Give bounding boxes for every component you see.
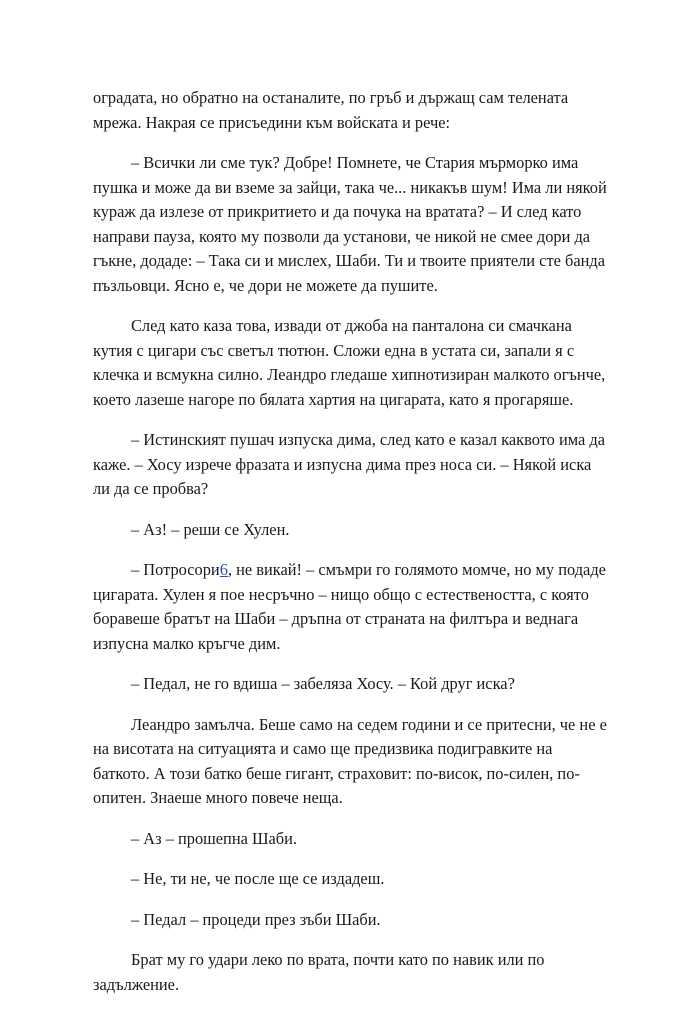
text-line: Леандро замълча. Беше само на седем години и се притесни, че не е — [131, 714, 607, 734]
text-line: оградата, но обратно на останалите, по гръб и държащ сам телената — [93, 88, 569, 107]
text-line: кутия с цигари със светъл тютюн. Сложи една в устата си, запали я с — [93, 340, 575, 360]
text-line: – Аз – прошепна Шаби. — [131, 828, 297, 848]
text-line: кураж да излезе от прикритието и да почука на вратата? – И след като — [93, 202, 582, 221]
paragraph — [93, 151, 613, 298]
paragraph — [93, 518, 613, 543]
text-line: – Не, ти не, че после ще се издадеш. — [131, 869, 385, 888]
footnote-link[interactable]: 6 — [219, 560, 228, 579]
text-line: – Педал – процеди през зъби Шаби. — [131, 909, 381, 929]
paragraph — [93, 827, 613, 852]
text-line: баткото. А този батко беше гигант, страховит: по-висок, по-силен, по- — [93, 763, 580, 783]
text-line: ли да се пробва? — [93, 479, 209, 498]
text-line: клечка и всмукна силно. Леандро гледаше хипнотизиран малкото огънче, — [93, 365, 606, 384]
paragraph — [93, 86, 613, 135]
text-line: пушка и може да ви вземе за зайци, така че... никакъв шум! Има ли някой — [93, 177, 607, 197]
text-line: Брат му го удари леко по врата, почти като по навик или по — [131, 950, 545, 969]
text-line: цигарата. Хулен я пое несръчно – нищо общо с естествеността, с която — [93, 584, 589, 604]
document-body — [93, 86, 613, 1013]
text-line: боравеше братът на Шаби – дръпна от страната на филтъра и веднага — [93, 609, 579, 628]
paragraph — [93, 713, 613, 811]
text-line: опитен. Знаеше много повече неща. — [93, 788, 343, 807]
text-line: мрежа. Накрая се присъедини към войската и рече: — [93, 112, 451, 132]
text-line — [93, 558, 613, 583]
text-fragment: – Потросори — [131, 560, 220, 579]
text-line: – Истинският пушач изпуска дима, след като е казал каквото има да — [131, 430, 605, 449]
paragraph — [93, 908, 613, 933]
text-line: на висотата на ситуацията и само ще предизвика подигравките на — [93, 739, 553, 758]
text-line: направи пауза, която му позволи да установи, че никой не смее дори да — [93, 226, 591, 246]
text-line: – Педал, не го вдиша – забеляза Хосу. – Кой друг иска? — [131, 674, 515, 693]
paragraph — [93, 558, 613, 656]
text-line: задължение. — [93, 974, 180, 994]
text-line: изпусна малко кръгче дим. — [93, 633, 281, 653]
paragraph — [93, 314, 613, 412]
paragraph — [93, 867, 613, 892]
text-fragment: , не викай! – смъмри го голямото момче, но му подаде — [227, 560, 606, 579]
text-line: След като каза това, извади от джоба на панталона си смачкана — [131, 316, 572, 335]
text-line: пъзльовци. Ясно е, че дори не можете да пушите. — [93, 275, 438, 295]
text-line: каже. – Хосу изрече фразата и изпусна дима през носа си. – Някой иска — [93, 454, 592, 474]
text-line: гъкне, додаде: – Така си и мислех, Шаби. Ти и твоите приятели сте банда — [93, 251, 605, 270]
paragraph — [93, 428, 613, 502]
text-line: което лазеше нагоре по бялата хартия на цигарата, като я прогаряше. — [93, 389, 574, 409]
paragraph — [93, 672, 613, 697]
paragraph — [93, 948, 613, 997]
text-line: – Всички ли сме тук? Добре! Помнете, че Стария мърморко има — [131, 153, 579, 172]
text-line: – Аз! – реши се Хулен. — [131, 519, 290, 539]
